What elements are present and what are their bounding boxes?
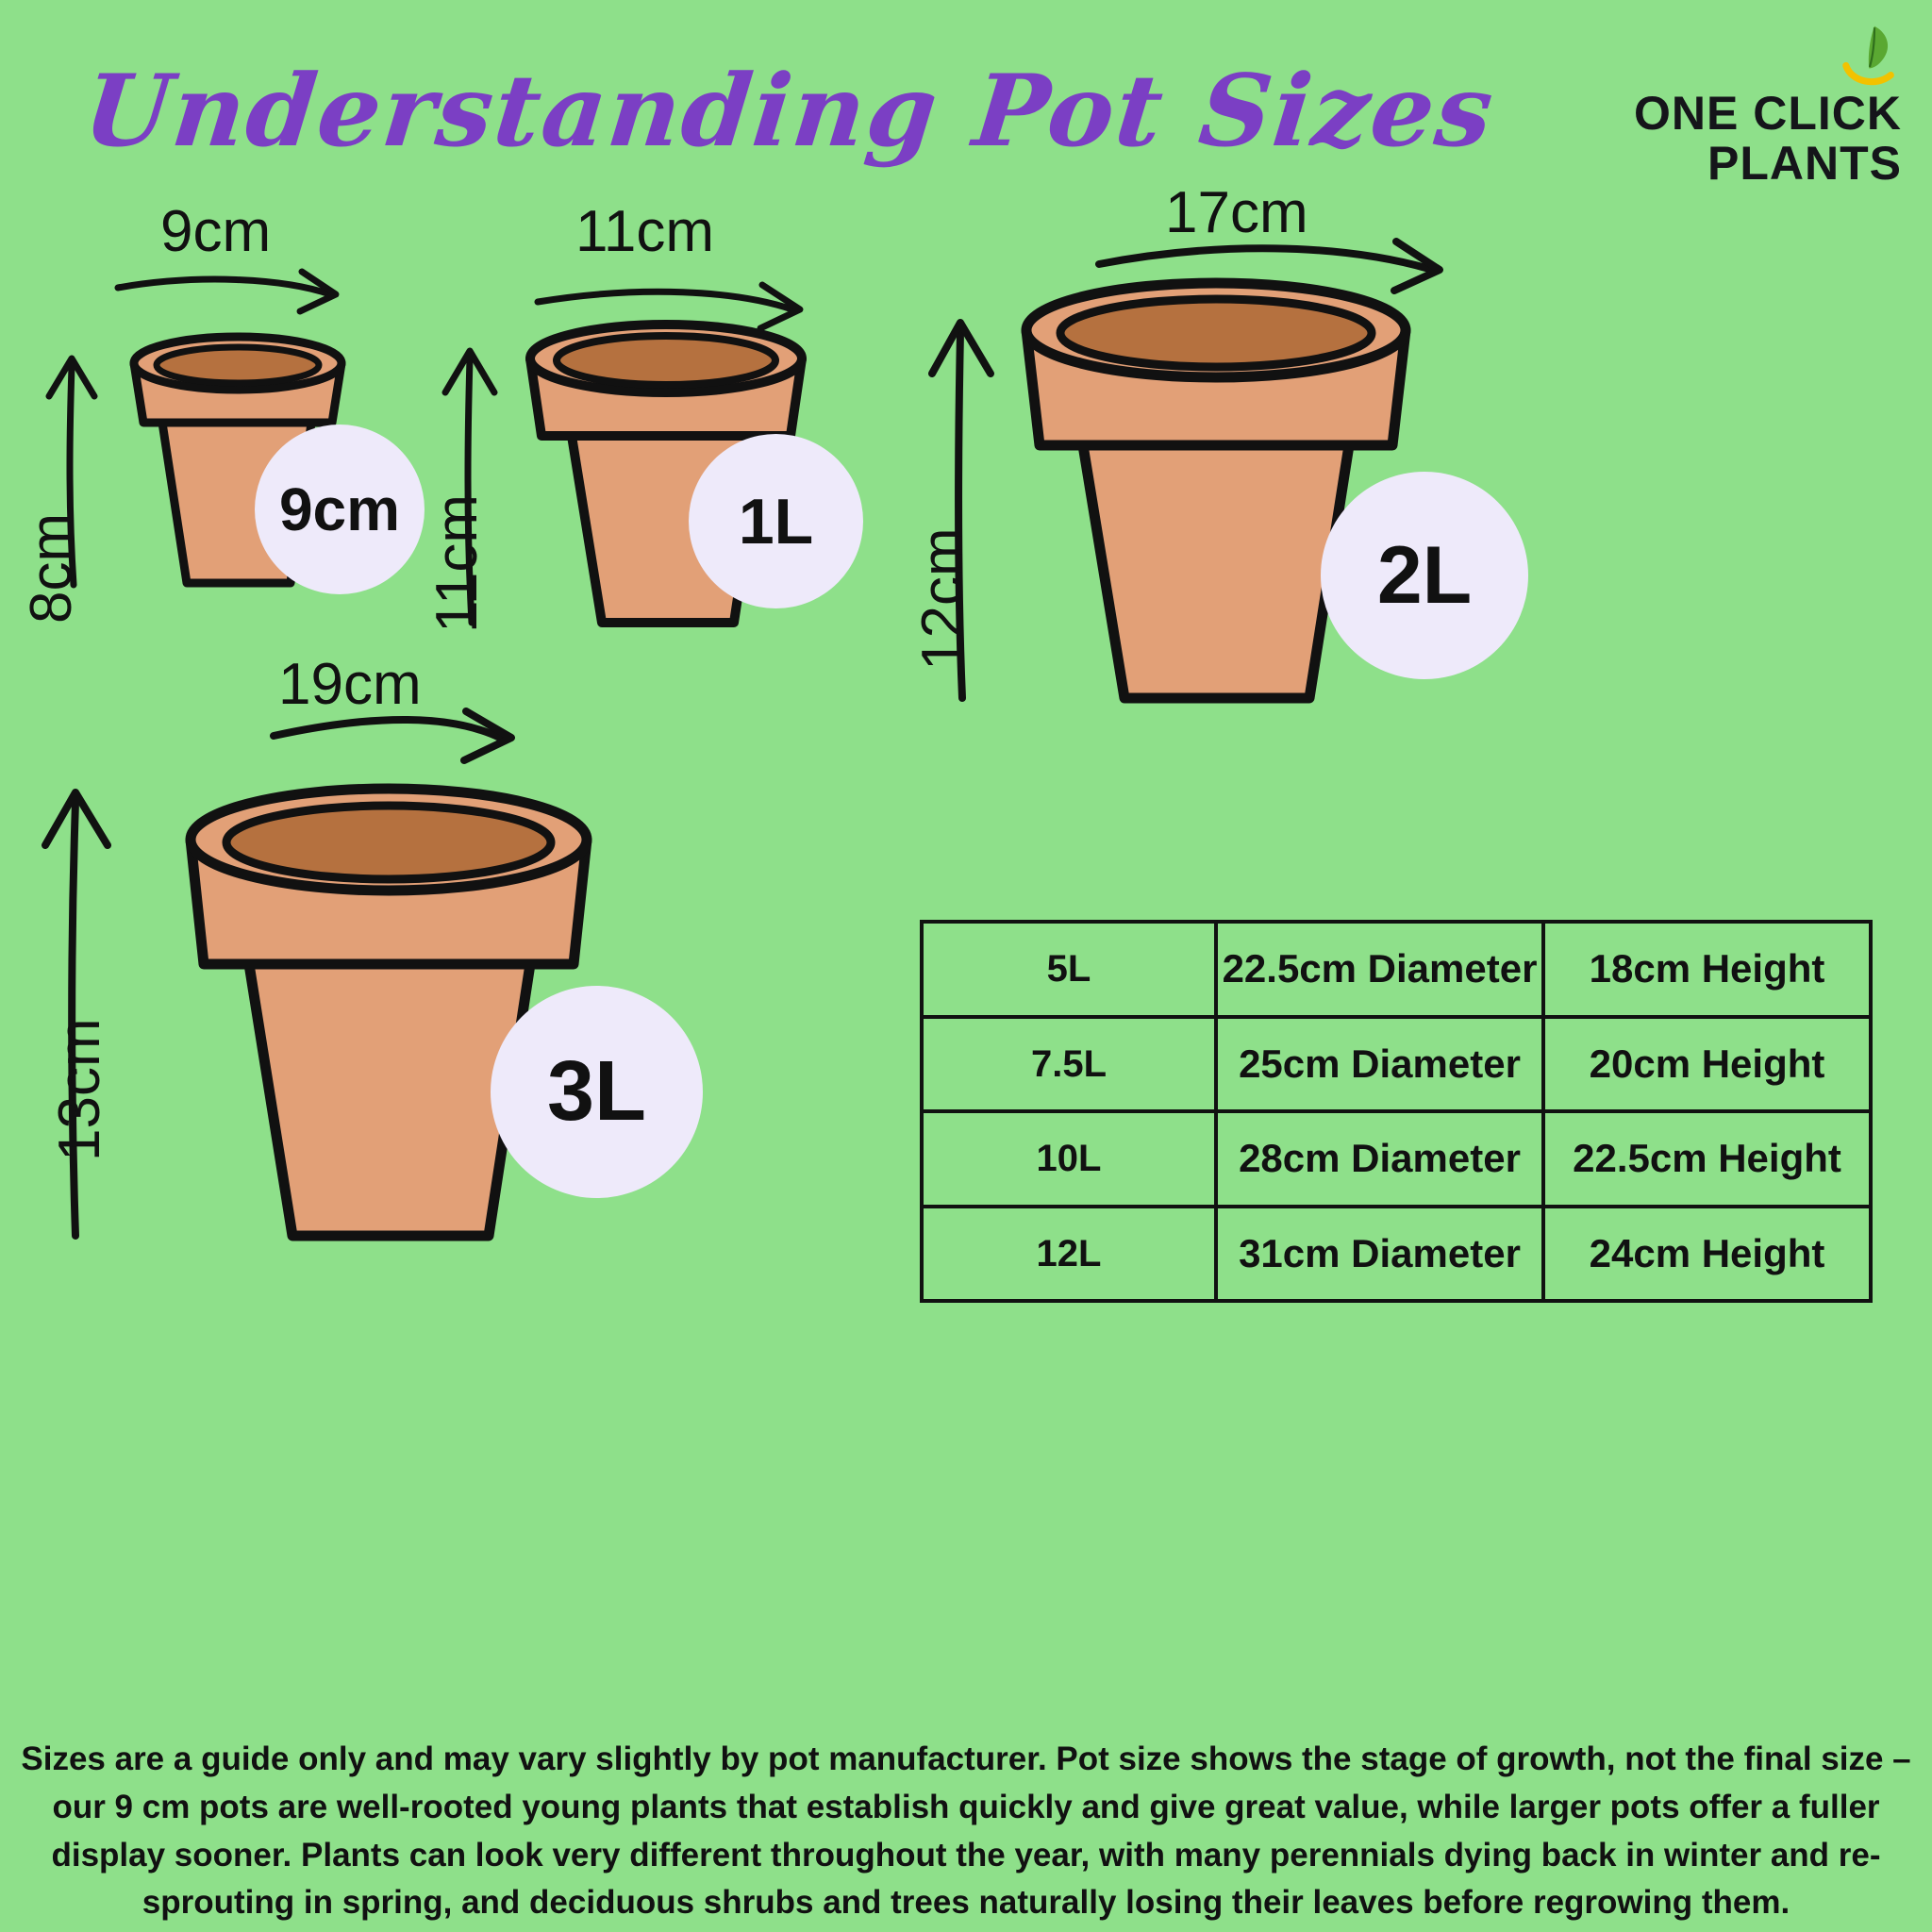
table-cell-volume: 10L xyxy=(922,1111,1216,1207)
pot-1l-width-label: 11cm xyxy=(575,199,715,264)
pot-9cm-width-label: 9cm xyxy=(160,199,272,264)
table-cell-diameter: 22.5cm Diameter xyxy=(1216,922,1543,1017)
pot-2l-width-label: 17cm xyxy=(1165,180,1308,245)
pot-2l-badge: 2L xyxy=(1321,472,1528,679)
table-cell-volume: 5L xyxy=(922,922,1216,1017)
pot-3l-width-label: 19cm xyxy=(278,652,422,717)
pot-9cm-height-label: 8cm xyxy=(19,512,84,624)
footnote-text: Sizes are a guide only and may vary slightly by pot manufacturer. Pot size shows the stage of growth, not the final size – our 9 cm pots are well-rooted young plants that establish quickly and give great value, while larger pots offer a fuller display sooner. Plants can look very different throughout the year, with many perennials dying back in winter and re-sprouting in spring, and deciduous shrubs and trees naturally losing their leaves before regrowing them. xyxy=(21,1740,1911,1922)
pot-2l-illustration xyxy=(906,189,1641,830)
brand-logo xyxy=(1591,21,1911,191)
table-row xyxy=(922,1017,1871,1112)
table-cell-volume: 7.5L xyxy=(922,1017,1216,1112)
table-cell-height: 22.5cm Height xyxy=(1543,1111,1871,1207)
pot-diagram-9cm xyxy=(19,199,453,660)
pot-1l-illustration xyxy=(406,217,934,708)
pot-1l-badge: 1L xyxy=(689,434,863,608)
brand-line-2: PLANTS xyxy=(1707,136,1902,190)
page-title: Understanding Pot Sizes xyxy=(78,52,1501,169)
pot-3l-badge: 3L xyxy=(491,986,703,1198)
table-cell-diameter: 28cm Diameter xyxy=(1216,1111,1543,1207)
pot-1l-height-label: 11cm xyxy=(425,493,490,633)
pot-3l-illustration xyxy=(9,651,858,1500)
pot-diagram-3l xyxy=(9,651,858,1500)
table-cell-height: 24cm Height xyxy=(1543,1207,1871,1302)
pot-diagram-2l xyxy=(906,180,1641,830)
table-row xyxy=(922,1111,1871,1207)
table-cell-volume: 12L xyxy=(922,1207,1216,1302)
brand-line-1: ONE CLICK xyxy=(1634,87,1902,140)
pot-diagram-1l xyxy=(406,199,934,708)
pot-2l-height-label: 12cm xyxy=(910,527,975,671)
pot-9cm-badge: 9cm xyxy=(255,425,425,594)
table-row xyxy=(922,922,1871,1017)
pot-3l-height-label: 13cm xyxy=(47,1018,112,1161)
table-cell-height: 20cm Height xyxy=(1543,1017,1871,1112)
pot-size-table xyxy=(920,920,1873,1303)
leaf-icon xyxy=(1840,21,1908,89)
table-cell-height: 18cm Height xyxy=(1543,922,1871,1017)
table-row xyxy=(922,1207,1871,1302)
brand-logo-text xyxy=(1634,89,1902,188)
table-cell-diameter: 25cm Diameter xyxy=(1216,1017,1543,1112)
table-cell-diameter: 31cm Diameter xyxy=(1216,1207,1543,1302)
